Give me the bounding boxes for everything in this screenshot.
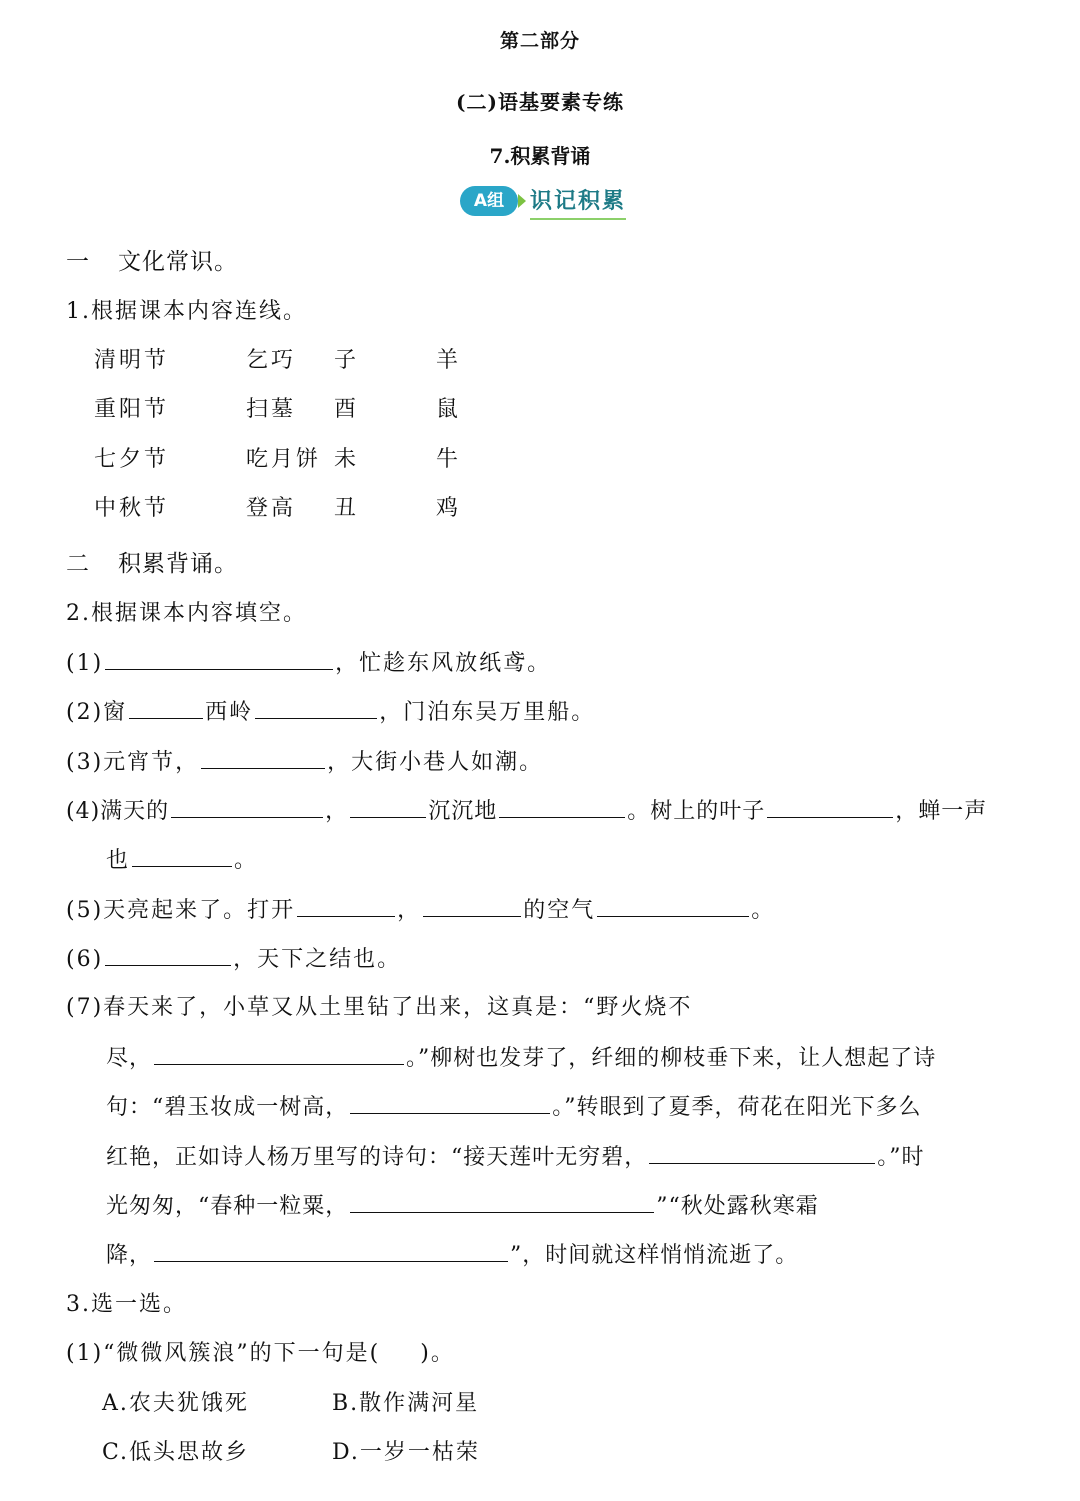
question-2: 2.根据课本内容填空。 — [66, 601, 307, 626]
fill-item-5 — [66, 892, 775, 924]
section1-title: 文化常识。 — [118, 249, 238, 275]
answer-blank[interactable] — [201, 744, 325, 769]
answer-blank[interactable] — [350, 1089, 550, 1114]
item-text: )。 — [420, 1341, 455, 1366]
subtitle: (二)语基要素专练 — [456, 90, 624, 114]
animal-4: 鸡 — [436, 496, 462, 521]
item-text: 。”转眼到了夏季，荷花在阳光下多么 — [552, 1095, 922, 1120]
branch-3: 未 — [334, 447, 360, 472]
answer-blank[interactable] — [105, 941, 231, 966]
item-text: 。树上的叶子 — [627, 799, 766, 824]
branch-2: 酉 — [334, 397, 360, 422]
fill-item-6 — [66, 941, 401, 973]
custom-3: 吃月饼 — [246, 447, 322, 472]
answer-blank[interactable] — [171, 793, 323, 818]
answer-blank[interactable] — [767, 793, 893, 818]
animal-2: 鼠 — [436, 397, 462, 422]
custom-1: 乞巧 — [246, 348, 297, 373]
question-3: 3.选一选。 — [66, 1292, 187, 1317]
group-title: 识记积累 — [530, 184, 626, 220]
item-text: ， — [325, 799, 349, 824]
fill-item-7-line4 — [106, 1139, 925, 1171]
answer-blank[interactable] — [350, 1188, 654, 1213]
festival-1: 清明节 — [94, 348, 170, 373]
option-a[interactable]: A.农夫犹饿死 — [102, 1391, 249, 1416]
item-text: ，大街小巷人如潮。 — [327, 750, 544, 775]
option-b[interactable]: B.散作满河星 — [332, 1391, 480, 1416]
branch-1: 子 — [334, 348, 360, 373]
answer-blank[interactable] — [129, 694, 203, 719]
answer-blank[interactable] — [297, 892, 395, 917]
item-text: 的空气 — [523, 898, 596, 923]
answer-blank[interactable] — [649, 1139, 875, 1164]
fill-item-1 — [66, 645, 551, 677]
custom-4: 登高 — [246, 496, 297, 521]
fill-item-7-line6 — [106, 1237, 798, 1269]
animal-3: 牛 — [436, 447, 462, 472]
answer-blank[interactable] — [105, 645, 333, 670]
section1-heading — [66, 243, 238, 276]
festival-4: 中秋节 — [94, 496, 170, 521]
section2-number: 二 — [66, 551, 90, 577]
item-text: 降， — [106, 1243, 153, 1268]
item-text: 尽， — [106, 1046, 153, 1071]
fill-item-4 — [66, 793, 987, 825]
fill-item-7-line2 — [106, 1040, 936, 1072]
item-text: 。”柳树也发芽了，纤细的柳枝垂下来，让人想起了诗 — [406, 1046, 937, 1071]
custom-2: 扫墓 — [246, 397, 297, 422]
item-label: (6) — [66, 947, 104, 972]
fill-item-4-cont — [106, 842, 258, 874]
answer-blank[interactable] — [154, 1040, 404, 1065]
fill-item-2 — [66, 694, 595, 726]
answer-blank[interactable] — [597, 892, 749, 917]
item-text: 句：“碧玉妆成一树高， — [106, 1095, 349, 1120]
section2-heading — [66, 545, 238, 578]
fill-item-7-line1: (7)春天来了，小草又从土里钻了出来，这真是：“野火烧不 — [66, 995, 693, 1020]
item-text: ”，时间就这样悄悄流逝了。 — [510, 1243, 799, 1268]
festival-2: 重阳节 — [94, 397, 170, 422]
section1-number: 一 — [66, 249, 90, 275]
item-text: ，忙趁东风放纸鸢。 — [335, 651, 552, 676]
item-label: (5)天亮起来了。打开 — [66, 898, 296, 923]
item-text: 。 — [751, 898, 776, 923]
item-text: 红艳，正如诗人杨万里写的诗句：“接天莲叶无穷碧， — [106, 1145, 648, 1170]
group-badge: A组 — [460, 186, 518, 216]
fill-item-3 — [66, 744, 543, 776]
festival-3: 七夕节 — [94, 447, 170, 472]
item-text: 。”时 — [877, 1145, 925, 1170]
item-text: 也 — [106, 848, 131, 873]
question-1: 1.根据课本内容连线。 — [66, 299, 307, 324]
animal-1: 羊 — [436, 348, 462, 373]
item-text: ，门泊东吴万里船。 — [379, 700, 596, 725]
item-text: ，蝉一声 — [895, 799, 988, 824]
item-text: (1)“微微风簇浪”的下一句是( — [66, 1341, 381, 1366]
arrow-icon — [518, 194, 526, 208]
item-text: 西岭 — [205, 700, 254, 725]
answer-blank[interactable] — [350, 793, 426, 818]
item-label: (1) — [66, 651, 104, 676]
item-label: (3)元宵节， — [66, 750, 200, 775]
answer-blank[interactable] — [154, 1237, 508, 1262]
fill-item-7-line3 — [106, 1089, 922, 1121]
answer-blank[interactable] — [499, 793, 625, 818]
option-d[interactable]: D.一岁一枯荣 — [332, 1440, 480, 1465]
item-text: 。 — [234, 848, 259, 873]
item-label: (4)满天的 — [66, 799, 170, 824]
item-text: 光匆匆，“春种一粒粟， — [106, 1194, 349, 1219]
answer-blank[interactable] — [423, 892, 521, 917]
item-label: (2)窗 — [66, 700, 128, 725]
option-c[interactable]: C.低头思故乡 — [102, 1440, 250, 1465]
answer-blank[interactable] — [132, 842, 232, 867]
part-heading: 第二部分 — [499, 30, 580, 52]
lesson-title: 7.积累背诵 — [489, 144, 591, 168]
item-text: ”“秋处露秋寒霜 — [656, 1194, 819, 1219]
item-text: ， — [397, 898, 422, 923]
section2-title: 积累背诵。 — [118, 551, 238, 577]
answer-blank[interactable] — [255, 694, 377, 719]
fill-item-7-line5 — [106, 1188, 819, 1220]
item-text: 沉沉地 — [428, 799, 498, 824]
item-text: ，天下之结也。 — [233, 947, 402, 972]
question-3-1 — [66, 1336, 455, 1367]
branch-4: 丑 — [334, 496, 360, 521]
